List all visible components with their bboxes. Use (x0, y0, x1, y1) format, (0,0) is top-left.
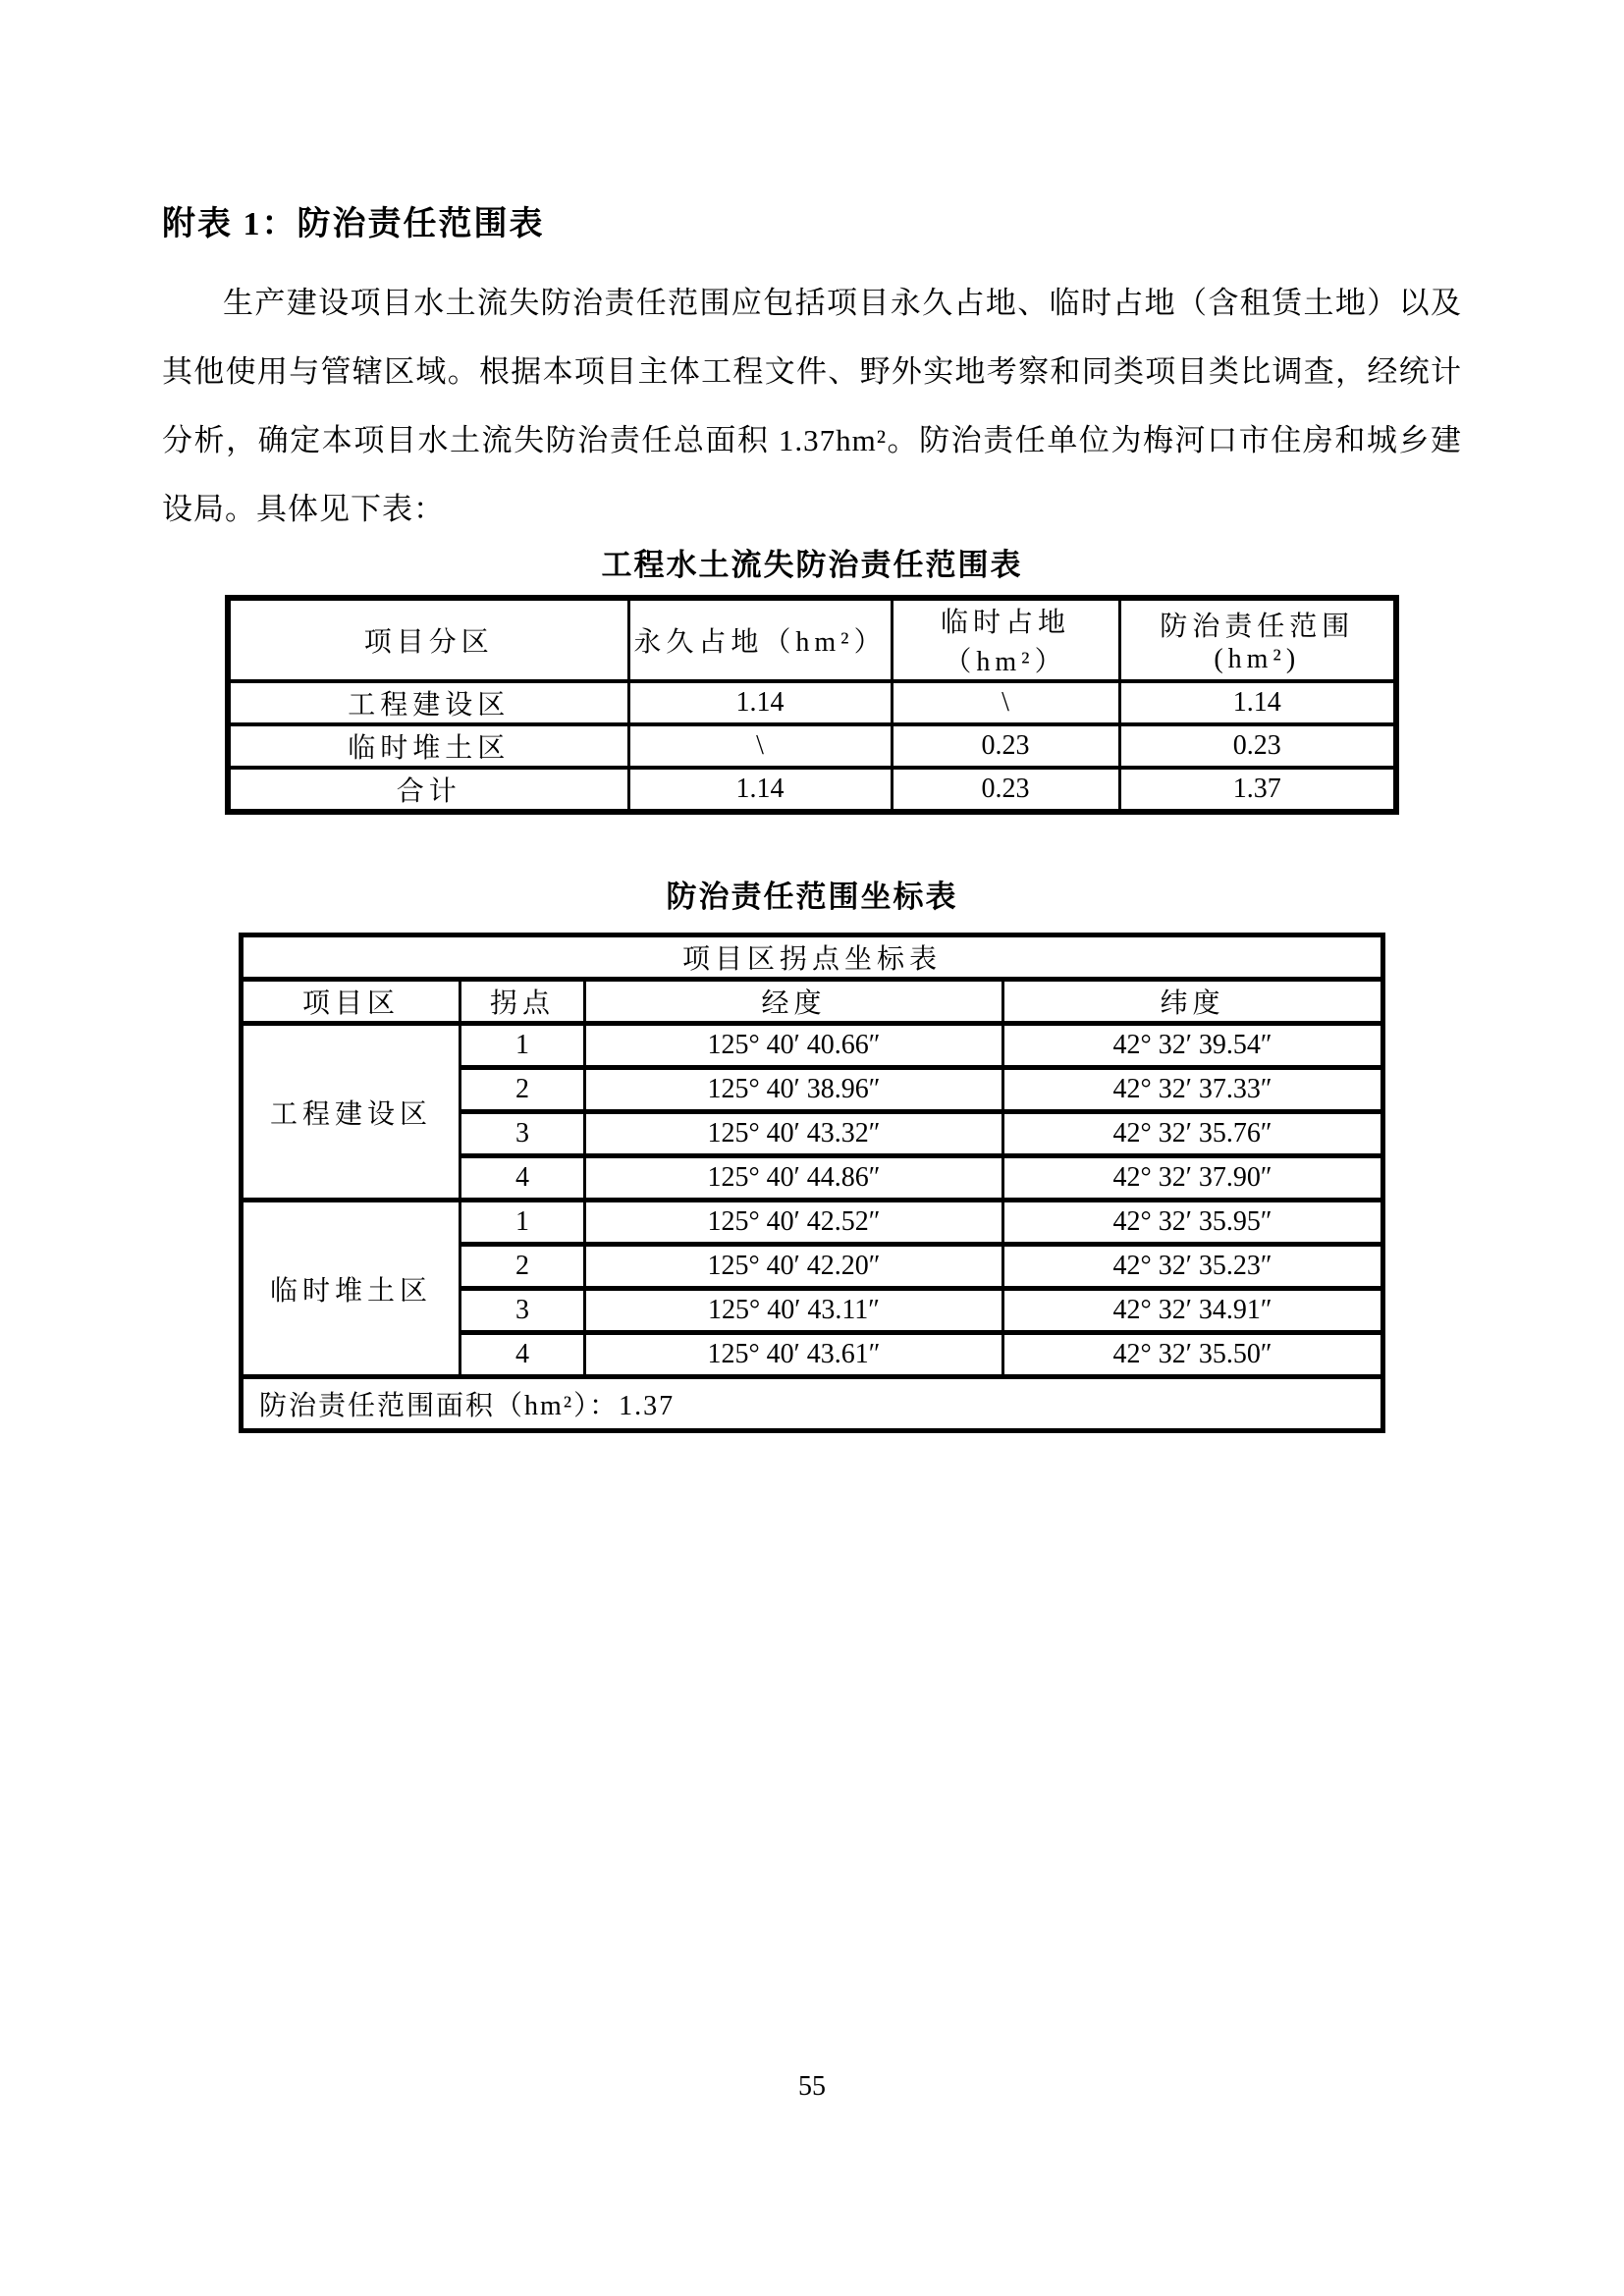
table-header-row (228, 598, 1396, 681)
longitude-value: 125° 40′ 40.66″ (584, 1024, 1002, 1068)
page-number: 55 (798, 2071, 826, 2102)
point-number: 2 (460, 1245, 584, 1289)
row-label: 临时堆土区 (228, 724, 628, 768)
point-number: 2 (460, 1068, 584, 1112)
latitude-value: 42° 32′ 37.33″ (1002, 1068, 1382, 1112)
table-row (241, 1201, 1382, 1245)
table1-header-temporary: 临时占地（hm²） (892, 598, 1119, 681)
table-row (241, 1024, 1382, 1068)
table1-header-zone: 项目分区 (228, 598, 628, 681)
table-row (228, 724, 1396, 768)
longitude-value: 125° 40′ 42.20″ (584, 1245, 1002, 1289)
table-row-total (228, 768, 1396, 812)
longitude-value: 125° 40′ 38.96″ (584, 1068, 1002, 1112)
table-footer-row (241, 1377, 1382, 1431)
latitude-value: 42° 32′ 37.90″ (1002, 1156, 1382, 1201)
latitude-value: 42° 32′ 39.54″ (1002, 1024, 1382, 1068)
longitude-value: 125° 40′ 44.86″ (584, 1156, 1002, 1201)
cell-value: 0.23 (892, 768, 1119, 812)
page-title: 附表 1：防治责任范围表 (162, 206, 545, 242)
total-area-cell: 防治责任范围面积（hm²）：1.37 (241, 1377, 1382, 1431)
table-row (228, 681, 1396, 724)
cell-value: \ (892, 681, 1119, 724)
point-number: 4 (460, 1333, 584, 1377)
table2-header-zone: 项目区 (241, 980, 460, 1024)
longitude-value: 125° 40′ 43.11″ (584, 1289, 1002, 1333)
longitude-value: 125° 40′ 43.32″ (584, 1112, 1002, 1156)
group-label-construction: 工程建设区 (241, 1024, 460, 1201)
cell-value: \ (628, 724, 892, 768)
table1-header-scope: 防治责任范围(hm²) (1119, 598, 1396, 681)
point-number: 4 (460, 1156, 584, 1201)
point-number: 1 (460, 1201, 584, 1245)
table2-header-point: 拐点 (460, 980, 584, 1024)
table-header-row (241, 980, 1382, 1024)
cell-value: 1.14 (1119, 681, 1396, 724)
latitude-value: 42° 32′ 34.91″ (1002, 1289, 1382, 1333)
cell-value: 0.23 (892, 724, 1119, 768)
table2-merged-header: 项目区拐点坐标表 (241, 935, 1382, 980)
group-label-stockpile: 临时堆土区 (241, 1201, 460, 1377)
point-number: 3 (460, 1112, 584, 1156)
longitude-value: 125° 40′ 42.52″ (584, 1201, 1002, 1245)
latitude-value: 42° 32′ 35.95″ (1002, 1201, 1382, 1245)
row-label: 工程建设区 (228, 681, 628, 724)
point-number: 1 (460, 1024, 584, 1068)
cell-value: 1.37 (1119, 768, 1396, 812)
point-number: 3 (460, 1289, 584, 1333)
latitude-value: 42° 32′ 35.23″ (1002, 1245, 1382, 1289)
latitude-value: 42° 32′ 35.76″ (1002, 1112, 1382, 1156)
intro-paragraph: 生产建设项目水土流失防治责任范围应包括项目永久占地、临时占地（含租赁土地）以及其他使用与管辖区域。根据本项目主体工程文件、野外实地考察和同类项目类比调查，经统计分析，确定本项目水土流失防治责任总面积 1.37hm²。防治责任单位为梅河口市住房和城乡建设局。具体见下表： (162, 286, 1462, 526)
cell-value: 1.14 (628, 681, 892, 724)
row-label: 合计 (228, 768, 628, 812)
coordinates-table (239, 933, 1385, 1433)
table1-header-permanent: 永久占地（hm²） (628, 598, 892, 681)
latitude-value: 42° 32′ 35.50″ (1002, 1333, 1382, 1377)
cell-value: 1.14 (628, 768, 892, 812)
cell-value: 0.23 (1119, 724, 1396, 768)
table-merged-header-row (241, 935, 1382, 980)
table2-title: 防治责任范围坐标表 (666, 880, 958, 914)
longitude-value: 125° 40′ 43.61″ (584, 1333, 1002, 1377)
table2-header-latitude: 纬度 (1002, 980, 1382, 1024)
responsibility-scope-table (225, 595, 1399, 815)
table1-title: 工程水土流失防治责任范围表 (601, 548, 1023, 582)
table2-header-longitude: 经度 (584, 980, 1002, 1024)
